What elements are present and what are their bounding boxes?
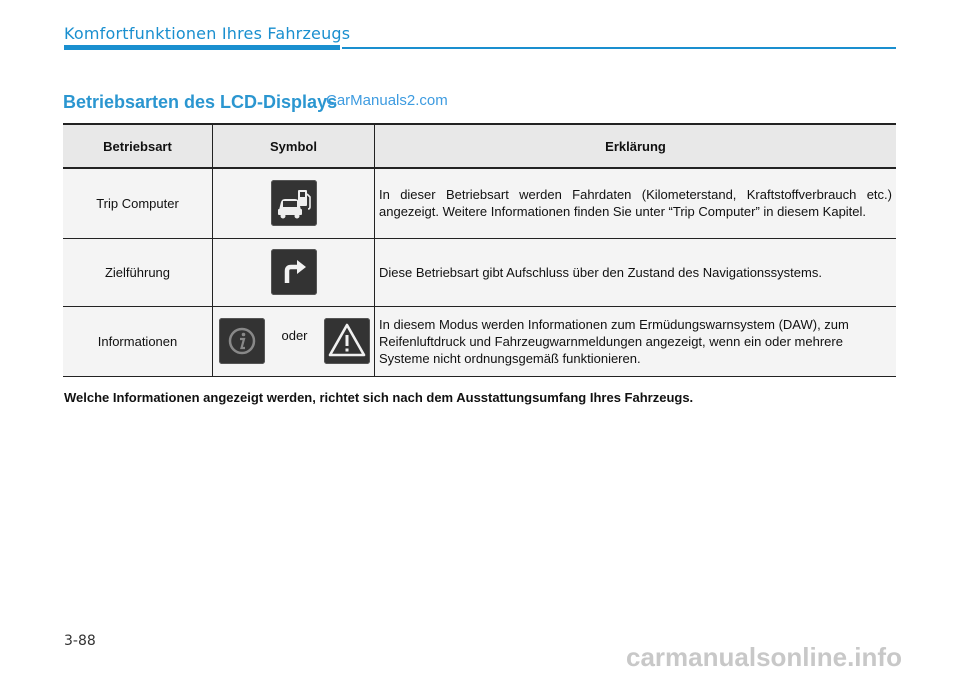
footnote: Welche Informationen angezeigt werden, richtet sich nach dem Ausstattungsumfang Ihres Fahrzeugs. [64,390,694,405]
mode-cell: Trip Computer [63,168,213,238]
warning-triangle-icon [324,318,370,364]
chapter-title: Komfortfunktionen Ihres Fahrzeugs [64,24,351,43]
column-header-mode: Betriebsart [63,124,213,168]
mode-cell: Zielführung [63,238,213,306]
table-row-information [63,306,896,376]
page-number: 3-88 [64,633,96,649]
mode-cell: Informationen [63,306,213,376]
symbol-cell [213,168,375,238]
info-icon [219,318,265,364]
explanation-cell: In diesem Modus werden Informationen zum Ermüdungswarnsystem (DAW), zum Reifenluftdruck und Fahrzeugwarnmeldungen angezeigt, wenn ein oder mehrere Systeme nicht ordnungsgemäß funktionieren. [375,306,897,376]
explanation-cell: Diese Betriebsart gibt Aufschluss über den Zustand des Navigationssystems. [375,238,897,306]
turn-arrow-icon [271,249,317,295]
watermark-top: CarManuals2.com [326,92,448,109]
section-title: Betriebsarten des LCD-Displays [63,92,338,112]
table-row-navigation [63,238,896,306]
table-row-trip-computer [63,168,896,238]
column-header-explanation: Erklärung [375,124,897,168]
chapter-title-underline [64,45,340,50]
table-header-row [63,124,896,168]
or-label: oder [281,327,308,343]
watermark-bottom: carmanualsonline.info [626,642,902,672]
symbol-cell [213,306,375,376]
symbol-cell [213,238,375,306]
explanation-cell: In dieser Betriebsart werden Fahrdaten (Kilometerstand, Kraftstoffverbrauch etc.) angezeigt. Weitere Informationen finden Sie unter “Trip Computer” in diesem Kapitel. [375,168,897,238]
fuel-car-icon [271,180,317,226]
lcd-modes-table [63,123,896,377]
column-header-symbol: Symbol [213,124,375,168]
header-rule [342,47,896,49]
